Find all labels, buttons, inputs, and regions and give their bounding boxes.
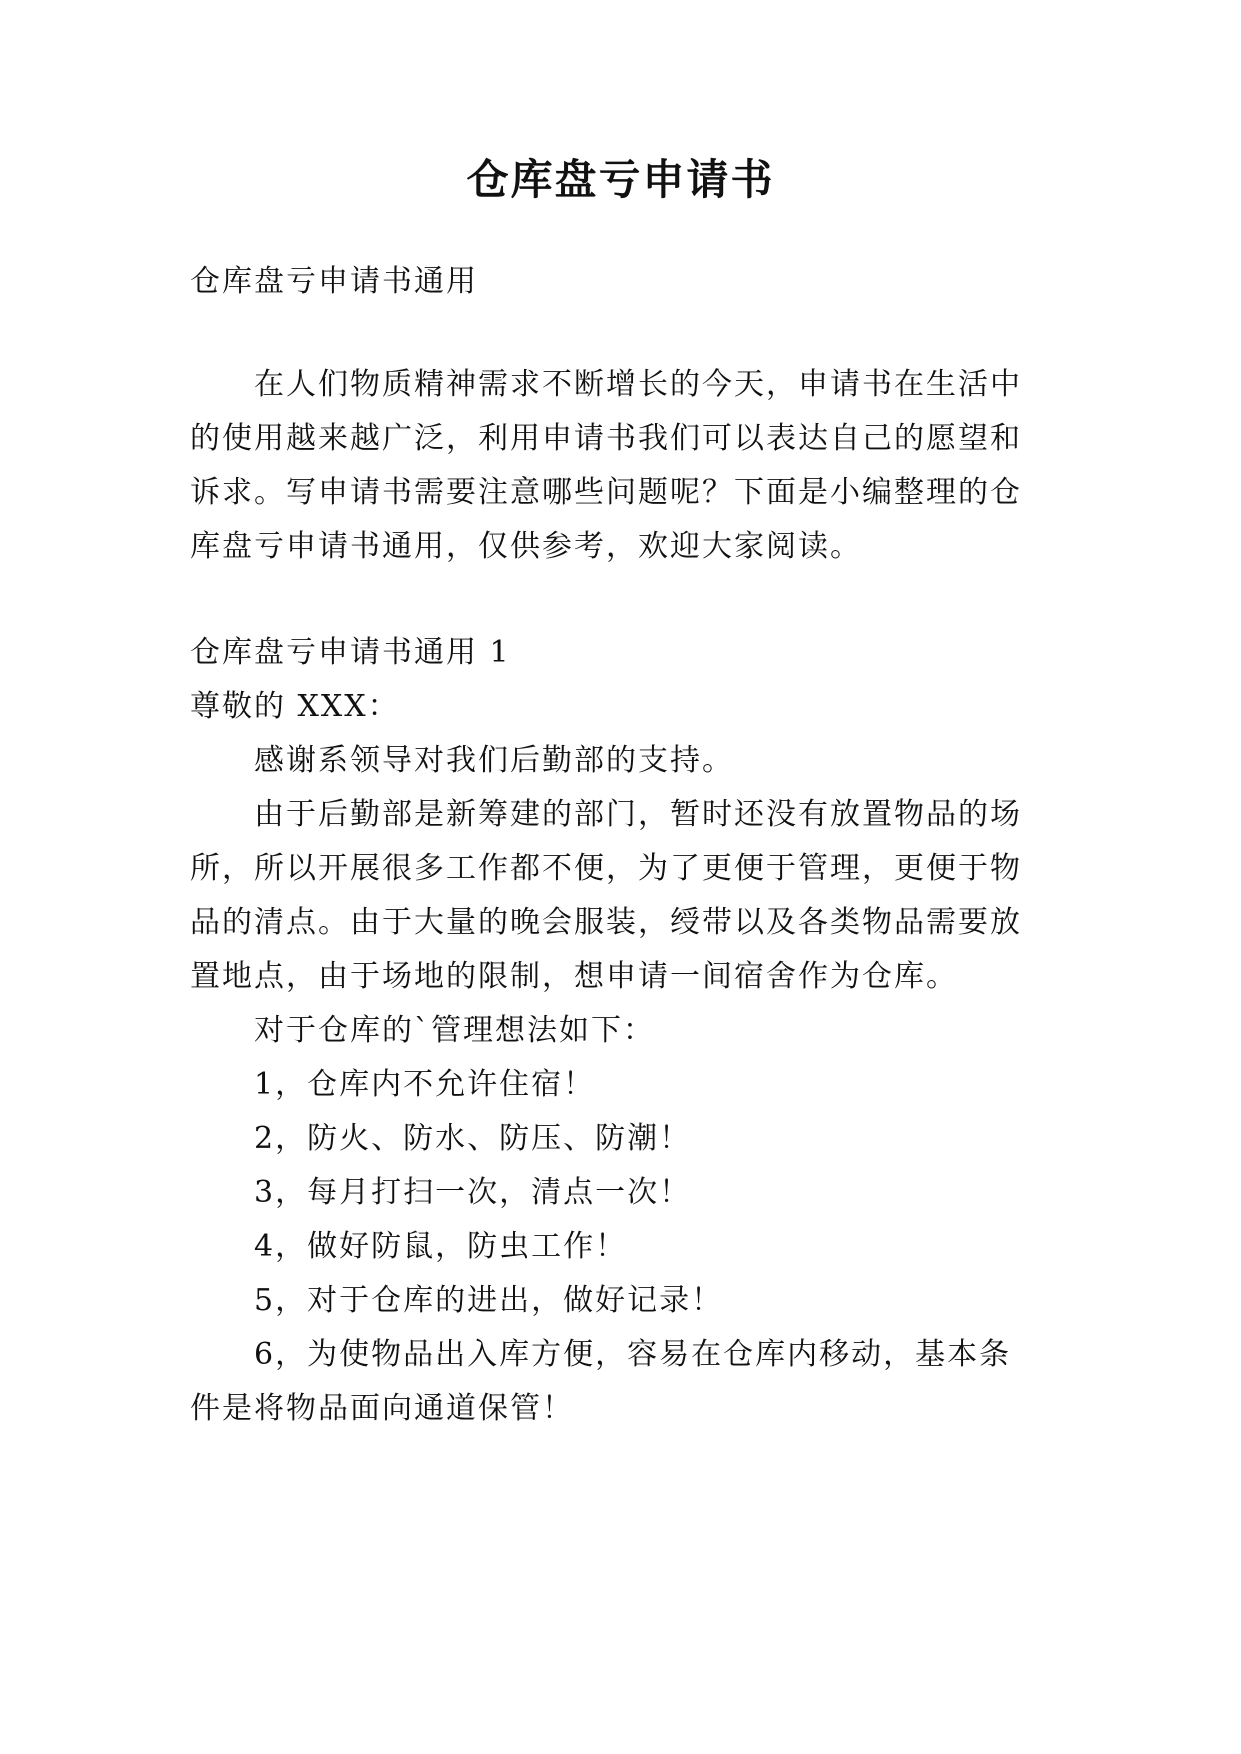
rules-intro: 对于仓库的`管理想法如下： (254, 1013, 655, 1048)
thanks-paragraph: 感谢系领导对我们后勤部的支持。 (254, 743, 734, 778)
rule-item: 5，对于仓库的进出，做好记录！ (254, 1283, 724, 1318)
intro-line: 诉求。写申请书需要注意哪些问题呢？下面是小编整理的仓 (190, 475, 1022, 510)
intro-line: 的使用越来越广泛，利用申请书我们可以表达自己的愿望和 (190, 421, 1022, 456)
document-subtitle: 仓库盘亏申请书通用 (190, 264, 478, 299)
reason-line: 所，所以开展很多工作都不便，为了更便于管理，更便于物 (190, 851, 1022, 886)
section-heading: 仓库盘亏申请书通用 1 (190, 635, 511, 670)
reason-line: 品的清点。由于大量的晚会服装，绶带以及各类物品需要放 (190, 905, 1022, 940)
rule-item: 2，防火、防水、防压、防潮！ (254, 1121, 692, 1156)
reason-line: 由于后勤部是新筹建的部门，暂时还没有放置物品的场 (254, 797, 1022, 832)
intro-line: 在人们物质精神需求不断增长的今天，申请书在生活中 (254, 367, 1022, 402)
rule-item: 4，做好防鼠，防虫工作！ (254, 1229, 628, 1264)
page-title: 仓库盘亏申请书 (466, 155, 775, 204)
intro-line: 库盘亏申请书通用，仅供参考，欢迎大家阅读。 (190, 529, 862, 564)
reason-line: 置地点，由于场地的限制，想申请一间宿舍作为仓库。 (190, 959, 958, 994)
rule-item-continued: 件是将物品面向通道保管！ (190, 1391, 574, 1426)
rule-item: 1，仓库内不允许住宿！ (254, 1067, 596, 1102)
rule-item: 3，每月打扫一次，清点一次！ (254, 1175, 692, 1210)
rule-item: 6，为使物品出入库方便，容易在仓库内移动，基本条 (254, 1337, 1012, 1372)
salutation: 尊敬的 XXX： (190, 689, 400, 724)
